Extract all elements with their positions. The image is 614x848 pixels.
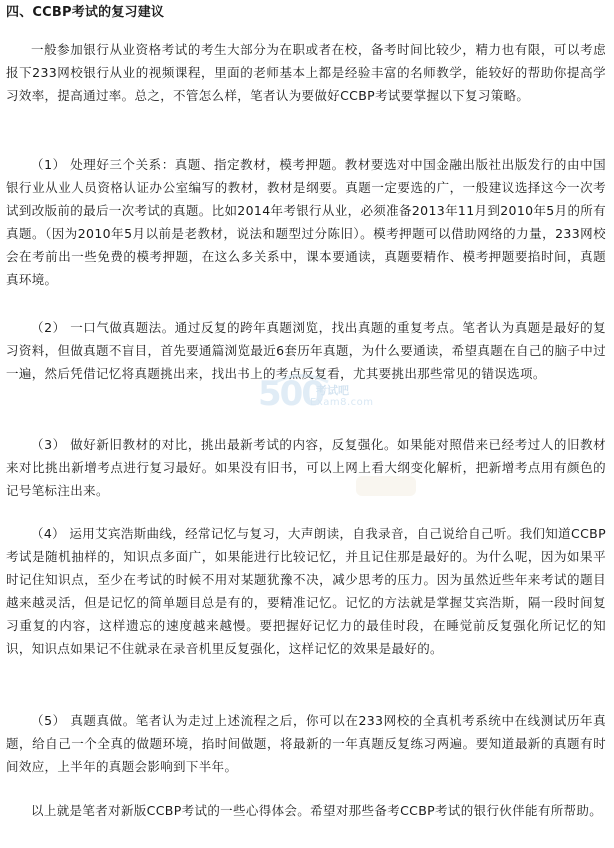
watermark-number: 500 — [258, 374, 323, 414]
tip-paragraph-4: （4） 运用艾宾浩斯曲线，经常记忆与复习，大声朗读，自我录音，自己说给自己听。我们知道CCBP考试是随机抽样的，知识点多面广，如果能进行比较记忆，并且记住那是最好的。为什么呢，因为如果平时记住知识点，至少在考试的时候不用对某题犹豫不决，减少思考的压力。因为虽然近些年来考试的题目越来越灵活，但是记忆的简单题目总是有的，要精准记忆。记忆的方法就是掌握艾宾浩斯，隔一段时间复习重复的内容，这样遗忘的速度越来越慢。要把握好记忆力的最佳时段，在睡觉前反复强化所记忆的知识，知识点如果记不住就录在录音机里反复强化，这样记忆的效果是最好的。 — [6, 526, 606, 656]
watermark-text-en: Exam8.com — [310, 397, 374, 408]
tip-paragraph-5: （5） 真题真做。笔者认为走过上述流程之后，你可以在233网校的全真机考系统中在线测试历年真题，给自己一个全真的做题环境，掐时间做题，将最新的一年真题反复练习两遍。要知道最新的真题有时间效应，上半年的真题会影响到下半年。 — [6, 713, 606, 774]
section-heading: 四、CCBP考试的复习建议 — [6, 5, 165, 20]
faint-background-mark — [356, 476, 416, 496]
tip-paragraph-3: （3） 做好新旧教材的对比，挑出最新考试的内容，反复强化。如果能对照借来已经考过人的旧教材来对比挑出新增考点进行复习最好。如果没有旧书，可以上网上看大纲变化解析，把新增考点用有颜色的记号笔标注出来。 — [6, 437, 606, 498]
tip-paragraph-2: （2） 一口气做真题法。通过反复的跨年真题浏览，找出真题的重复考点。笔者认为真题是最好的复习资料，但做真题不盲目，首先要通篇浏览最近6套历年真题，为什么要通读，希望真题在自己的脑子中过一遍，然后凭借记忆将真题挑出来，找出书上的考点反复看，尤其要挑出那些常见的错误选项。 — [6, 320, 606, 381]
watermark-text-cn: 考试吧 — [316, 384, 349, 397]
intro-paragraph: 一般参加银行从业资格考试的考生大部分为在职或者在校，备考时间比较少，精力也有限，可以考虑报下233网校银行从业的视频课程，里面的老师基本上都是经验丰富的名师教学，能较好的帮助你提高学习效率，提高通过率。总之，不管怎么样，笔者认为要做好CCBP考试要掌握以下复习策略。 — [6, 42, 606, 103]
closing-paragraph: 以上就是笔者对新版CCBP考试的一些心得体会。希望对那些备考CCBP考试的银行伙伴能有所帮助。 — [31, 803, 603, 818]
tip-paragraph-1: （1） 处理好三个关系：真题、指定教材，模考押题。教材要选对中国金融出版社出版发行的由中国银行业从业人员资格认证办公室编写的教材，教材是纲要。真题一定要选的广，一般建议选择这今一次考试到改版前的最后一次考试的真题。比如2014年考银行从业，必须准备2013年11月到2010年5月的所有真题。（因为2010年5月以前是老教材，说法和题型过分陈旧）。模考押题可以借助网络的力量，233网校会在考前出一些免费的模考押题，在这么多关系中，课本要通读，真题要精作、模考押题要掐时间，真题真环境。 — [6, 157, 606, 287]
